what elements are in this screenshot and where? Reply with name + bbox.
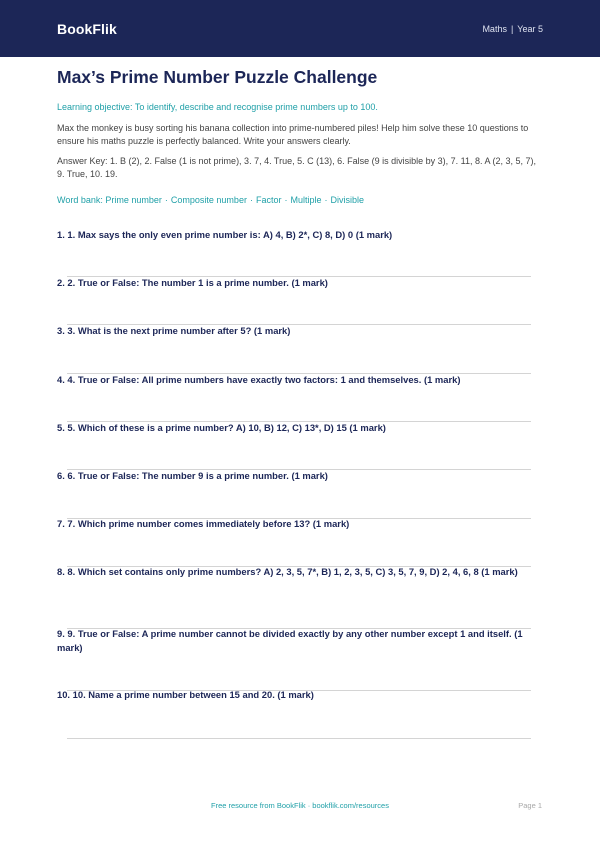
header-bar	[0, 0, 600, 57]
question-item	[57, 228, 543, 242]
question-item	[57, 565, 543, 579]
question-item	[57, 517, 543, 531]
word-separator: ·	[249, 195, 253, 205]
subject-label: Maths	[482, 23, 507, 34]
page-number: Page 1	[518, 801, 542, 810]
brand-logo: BookFlik	[57, 20, 117, 37]
word-separator: ·	[284, 195, 288, 205]
separator: |	[510, 23, 514, 34]
subject-year-label	[482, 24, 543, 34]
question-item	[57, 373, 543, 387]
question-text: 1. 1. Max says the only even prime number is: A) 4, B) 2*, C) 8, D) 0 (1 mark)	[57, 229, 393, 240]
question-text: 8. 8. Which set contains only prime numbers? A) 2, 3, 5, 7*, B) 1, 2, 3, 5, C) 3, 5, 7, 9, D) 2, 4, 6, 8 (1 mark)	[57, 566, 518, 577]
question-text: 10. 10. Name a prime number between 15 and 20. (1 mark)	[57, 689, 314, 700]
question-text: 5. 5. Which of these is a prime number? A) 10, B) 12, C) 13*, D) 15 (1 mark)	[57, 422, 386, 433]
question-text: 3. 3. What is the next prime number after 5? (1 mark)	[57, 325, 291, 336]
question-item	[57, 469, 543, 483]
question-text: 9. 9. True or False: A prime number cannot be divided exactly by any other number except 1 and itself. (1 mark)	[57, 628, 523, 653]
word-bank-item: Multiple	[290, 195, 322, 205]
word-bank-item: Composite number	[170, 195, 247, 205]
question-item	[57, 276, 543, 290]
question-text: 7. 7. Which prime number comes immediately before 13? (1 mark)	[57, 518, 350, 529]
answer-line[interactable]	[67, 738, 531, 739]
page-title: Max’s Prime Number Puzzle Challenge	[57, 67, 378, 87]
question-item	[57, 688, 543, 702]
page-footer	[0, 801, 600, 815]
question-item	[57, 421, 543, 435]
word-bank	[57, 194, 543, 206]
intro-paragraph: Max the monkey is busy sorting his banana collection into prime-numbered piles! Help him solve these 10 questions to ensure his maths puzzle is perfectly balanced. Write your answers clearly.	[57, 123, 529, 146]
word-separator: ·	[324, 195, 328, 205]
answer-key: Answer Key: 1. B (2), 2. False (1 is not prime), 3. 7, 4. True, 5. C (13), 6. False (9 is divisible by 3), 7. 11, 8. A (2, 3, 5, 7), 9. True, 10. 19.	[57, 156, 537, 179]
question-item	[57, 627, 543, 655]
word-bank-label: Word bank:	[57, 195, 103, 205]
question-item	[57, 324, 543, 338]
word-bank-item: Prime number	[105, 195, 162, 205]
learning-objective: Learning objective: To identify, describe and recognise prime numbers up to 100.	[57, 102, 378, 112]
word-bank-item: Factor	[255, 195, 282, 205]
question-text: 2. 2. True or False: The number 1 is a prime number. (1 mark)	[57, 277, 328, 288]
question-text: 4. 4. True or False: All prime numbers have exactly two factors: 1 and themselves. (1 mark)	[57, 374, 461, 385]
word-bank-item: Divisible	[330, 195, 364, 205]
year-label: Year 5	[517, 23, 543, 34]
word-separator: ·	[164, 195, 168, 205]
question-text: 6. 6. True or False: The number 9 is a prime number. (1 mark)	[57, 470, 328, 481]
footer-link[interactable]: Free resource from BookFlik · bookflik.com/resources	[211, 801, 389, 810]
worksheet-intro	[57, 62, 543, 206]
